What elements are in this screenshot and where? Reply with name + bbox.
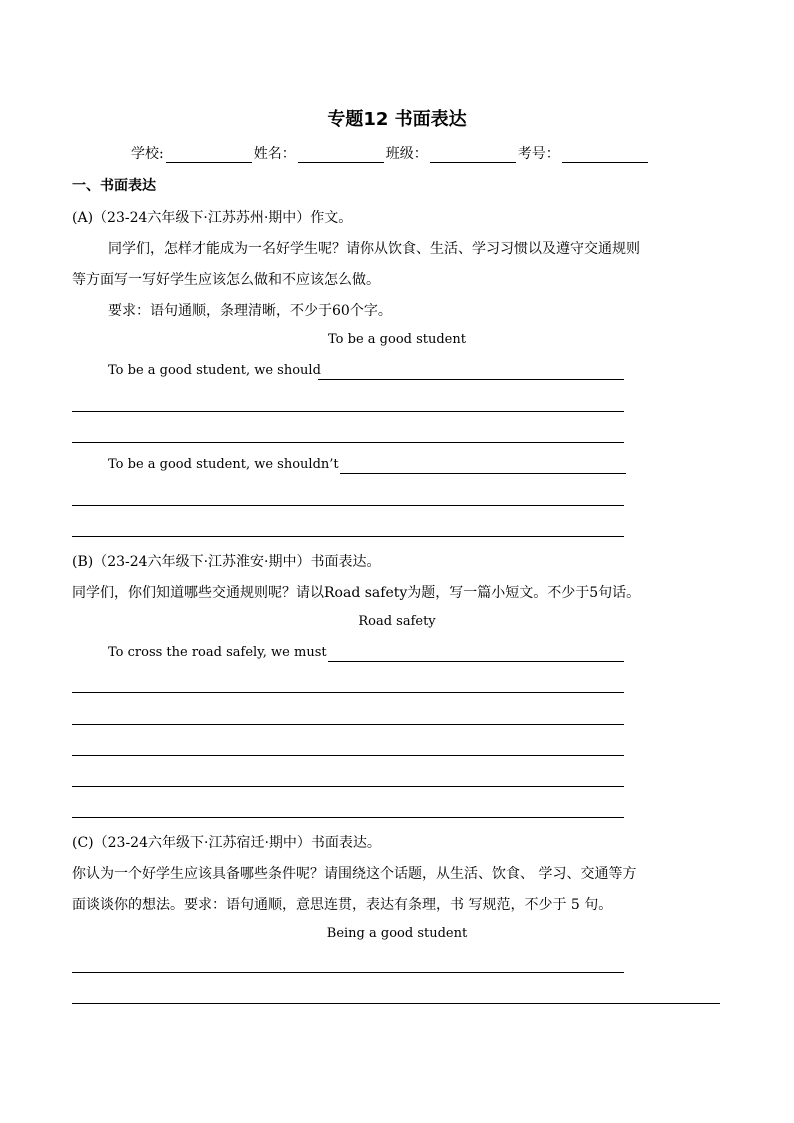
class-label: 班级： (385, 146, 428, 162)
writing-line[interactable] (340, 473, 626, 474)
part-a-starter-should: To be a good student, we should (108, 363, 321, 378)
writing-line[interactable] (72, 972, 624, 973)
writing-line[interactable] (72, 536, 624, 537)
part-a-requirement: 要求：语句通顺，条理清晰，不少于60个字。 (108, 303, 392, 319)
part-b-prompt: 同学们，你们知道哪些交通规则呢？请以Road safety为题，写一篇小短文。不少于5句话。 (72, 585, 641, 601)
student-info-row (131, 143, 650, 163)
id-label: 考号： (517, 146, 560, 162)
writing-line[interactable] (72, 817, 624, 818)
writing-line[interactable] (72, 442, 624, 443)
part-c-prompt-line2: 面谈谈你的想法。要求：语句通顺，意思连贯，表达有条理，书 写规范，不少于 5 句。 (72, 897, 613, 913)
part-b-starter: To cross the road safely, we must (108, 645, 327, 660)
writing-line[interactable] (72, 724, 624, 725)
name-label: 姓名： (253, 146, 296, 162)
section-heading: 一、书面表达 (72, 178, 156, 194)
part-c-prompt-line1: 你认为一个好学生应该具备哪些条件呢？请围绕这个话题，从生活、饮食、 学习、交通等方 (72, 866, 637, 882)
school-blank[interactable] (166, 148, 252, 163)
part-a-prompt-line2: 等方面写一写好学生应该怎么做和不应该怎么做。 (72, 272, 380, 288)
writing-line[interactable] (328, 661, 624, 662)
writing-line[interactable] (318, 379, 624, 380)
writing-line[interactable] (72, 755, 624, 756)
writing-line[interactable] (72, 692, 624, 693)
class-blank[interactable] (430, 148, 516, 163)
id-blank[interactable] (562, 148, 648, 163)
page-title: 专题12 书面表达 (327, 109, 467, 130)
part-c-essay-title: Being a good student (326, 926, 468, 941)
writing-line[interactable] (72, 411, 624, 412)
part-a-prompt-line1: 同学们，怎样才能成为一名好学生呢？请你从饮食、生活、学习习惯以及遵守交通规则 (108, 241, 640, 257)
writing-line[interactable] (72, 505, 624, 506)
part-a-essay-title: To be a good student (328, 332, 466, 347)
part-b-source: (B)（23-24六年级下·江苏淮安·期中）书面表达。 (72, 554, 381, 570)
writing-line[interactable] (72, 786, 624, 787)
part-a-starter-shouldnt: To be a good student, we shouldn’t (108, 457, 339, 472)
part-c-source: (C)（23-24六年级下·江苏宿迁·期中）书面表达。 (72, 835, 381, 851)
name-blank[interactable] (298, 148, 384, 163)
writing-line[interactable] (72, 1003, 720, 1004)
part-b-essay-title: Road safety (358, 614, 436, 629)
part-a-source: (A)（23-24六年级下·江苏苏州·期中）作文。 (72, 210, 353, 226)
school-label: 学校: (131, 146, 164, 162)
